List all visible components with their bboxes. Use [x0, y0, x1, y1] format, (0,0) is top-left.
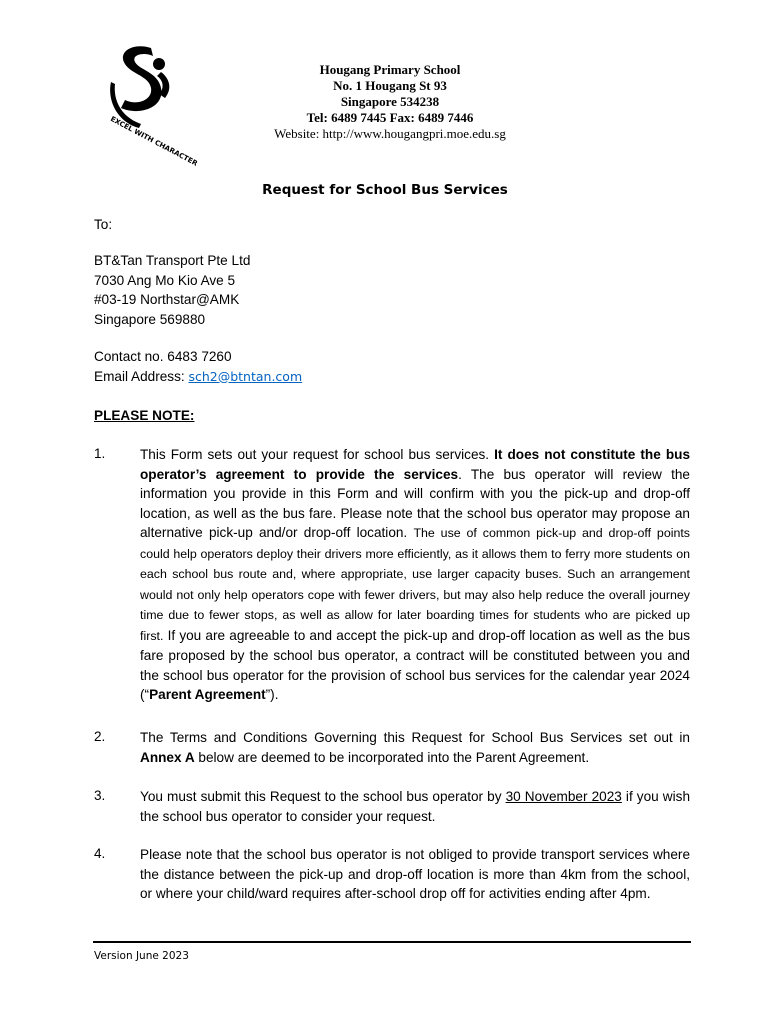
item-3-number: 3.	[94, 788, 106, 803]
recipient-name: BT&Tan Transport Pte Ltd	[94, 253, 251, 268]
recipient-address	[94, 251, 250, 329]
recipient-unit: #03-19 Northstar@AMK	[94, 292, 240, 307]
email-link[interactable]: sch2@btntan.com	[188, 368, 303, 384]
footer-divider	[93, 941, 691, 943]
item-1-number: 1.	[94, 446, 106, 461]
please-note-heading: PLEASE NOTE:	[94, 408, 195, 423]
school-address-line1: No. 1 Hougang St 93	[333, 78, 447, 93]
item-4-text: Please note that the school bus operator is not obliged to provide transport services where the distance between the pick-up and drop-off location is more than 4km from the school, or where your child/ward requires after-school drop off for activities ending after 4pm.	[140, 847, 690, 901]
school-phone-fax: Tel: 6489 7445 Fax: 6489 7446	[306, 110, 474, 125]
school-letterhead	[225, 62, 555, 142]
school-logo	[103, 42, 199, 168]
item-2-text: The Terms and Conditions Governing this Request for School Bus Services set out in Annex A below are deemed to be incorporated into the Parent Agreement.	[140, 730, 690, 765]
item-1-text: This Form sets out your request for school bus services. It does not constitute the bus operator’s agreement to provide the services. The bus operator will review the information you provide in this Form and will confirm with you the pick-up and drop-off location, as well as the bus fare. Please note that the school bus operator may propose an alternative pick-up and/or drop-off location. The use of common pick-up and drop-off points could help operators deploy their drivers more efficiently, as it allows them to ferry more students on each school bus route and, where appropriate, use larger capacity buses. Such an arrangement would not only help operators cope with fewer drivers, but may also help reduce the overall journey time due to fewer stops, as well as allow for later boarding times for students who are picked up first. If you are agreeable to and accept the pick-up and drop-off location as well as the bus fare proposed by the school bus operator, a contract will be constituted between you and the school bus operator for the provision of school bus services for the calendar year 2024 (“Parent Agreement”).	[140, 447, 690, 702]
document-title: Request for School Bus Services	[262, 182, 508, 198]
school-website: Website: http://www.hougangpri.moe.edu.sg	[274, 126, 506, 141]
school-name: Hougang Primary School	[319, 62, 461, 77]
recipient-street: 7030 Ang Mo Kio Ave 5	[94, 272, 236, 288]
item-2-number: 2.	[94, 729, 106, 744]
item-4-number: 4.	[94, 846, 106, 861]
deadline-date: 30 November 2023	[505, 789, 622, 804]
contact-number: Contact no. 6483 7260	[94, 349, 232, 364]
logo-s-emblem	[110, 46, 169, 128]
email-line: Email Address: sch2@btntan.com	[94, 368, 303, 384]
recipient-postal: Singapore 569880	[94, 311, 206, 327]
school-address-line2: Singapore 534238	[340, 94, 440, 109]
to-label: To:	[94, 217, 113, 232]
item-3-text: You must submit this Request to the school bus operator by 30 November 2023 if you wish the school bus operator to consider your request.	[140, 789, 691, 824]
logo-motto: EXCEL WITH CHARACTER	[109, 114, 199, 168]
version-label: Version June 2023	[94, 950, 189, 962]
recipient-contact	[94, 347, 302, 386]
